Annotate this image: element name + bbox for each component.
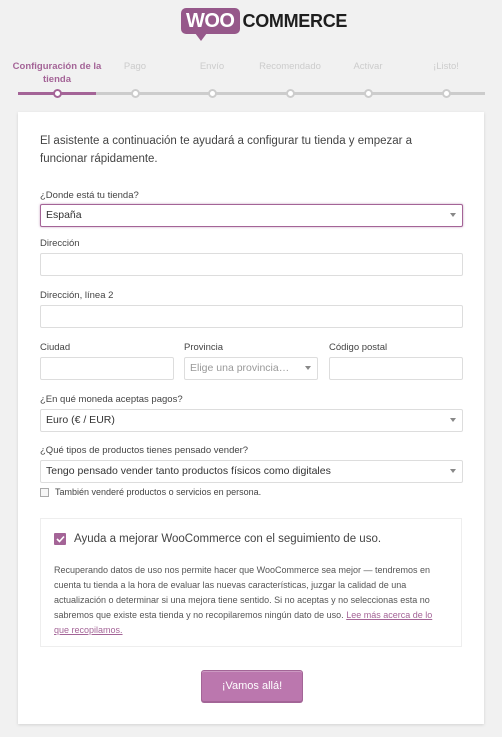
step-shipping: Envío (199, 61, 225, 72)
currency-select[interactable] (40, 409, 463, 432)
in-person-option (40, 487, 261, 497)
lets-go-button[interactable]: ¡Vamos allá! (201, 670, 303, 702)
woocommerce-logo (181, 8, 347, 38)
step-ready: ¡Listo! (433, 61, 459, 72)
chevron-down-icon (450, 213, 456, 217)
postcode-label: Código postal (329, 342, 388, 353)
usage-tracking-header (54, 533, 381, 545)
country-select[interactable] (40, 204, 463, 227)
usage-tracking-title: Ayuda a mejorar WooCommerce con el seguimiento de uso. (74, 533, 382, 545)
chevron-down-icon (450, 418, 456, 422)
step-store-setup: Configuración de la tienda (12, 61, 102, 85)
setup-card (18, 112, 484, 724)
step-dot-activate (364, 89, 373, 98)
usage-tracking-checkbox[interactable] (54, 533, 66, 545)
logo-word: COMMERCE (242, 11, 348, 31)
learn-more-link[interactable]: Lee más acerca de lo que recopilamos. (54, 610, 433, 635)
step-dot-store-setup (53, 89, 62, 98)
step-dot-recommended (286, 89, 295, 98)
currency-label: ¿En qué moneda aceptas pagos? (40, 394, 183, 405)
city-label: Ciudad (40, 342, 71, 353)
setup-progress-steps (12, 60, 485, 100)
step-payment: Pago (123, 61, 147, 72)
postcode-input[interactable] (329, 357, 463, 380)
address-label: Dirección (40, 238, 80, 249)
usage-tracking-text: Recuperando datos de uso nos permite hacer que WooCommerce sea mejor — tendremos en cuenta tu tienda a la hora de evaluar las nuevas características, juzgar la calidad de una actualización o determinar si una mejora tiene sentido. Si no aceptas y no seleccionas esta no sabremos que existe esta tienda y no recopilaremos ningún dato de uso. (54, 565, 431, 620)
address-input[interactable] (40, 253, 463, 276)
step-dot-shipping (208, 89, 217, 98)
usage-tracking-box (40, 518, 462, 647)
currency-value: Euro (€ / EUR) (46, 414, 115, 426)
step-dot-ready (442, 89, 451, 98)
address2-input[interactable] (40, 305, 463, 328)
in-person-checkbox[interactable] (40, 488, 49, 497)
province-label: Provincia (184, 342, 224, 353)
chevron-down-icon (305, 366, 311, 370)
step-recommended: Recomendado (259, 61, 321, 72)
city-input[interactable] (40, 357, 174, 380)
usage-tracking-description (54, 563, 449, 638)
province-select[interactable] (184, 357, 318, 380)
step-activate: Activar (353, 61, 383, 72)
address2-label: Dirección, línea 2 (40, 290, 114, 301)
in-person-label: También venderé productos o servicios en persona. (55, 487, 262, 497)
country-label: ¿Donde está tu tienda? (40, 190, 139, 201)
products-label: ¿Qué tipos de productos tienes pensado vender? (40, 445, 249, 456)
products-select[interactable] (40, 460, 463, 483)
step-dot-payment (131, 89, 140, 98)
logo-bubble: WOO (181, 8, 240, 34)
province-placeholder: Elige una provincia… (190, 362, 290, 374)
chevron-down-icon (450, 469, 456, 473)
intro-text: El asistente a continuación te ayudará a configurar tu tienda y empezar a funcionar rápidamente. (40, 135, 413, 165)
country-value: España (46, 209, 82, 221)
products-value: Tengo pensado vender tanto productos físicos como digitales (46, 465, 331, 477)
checkmark-icon (56, 535, 65, 543)
